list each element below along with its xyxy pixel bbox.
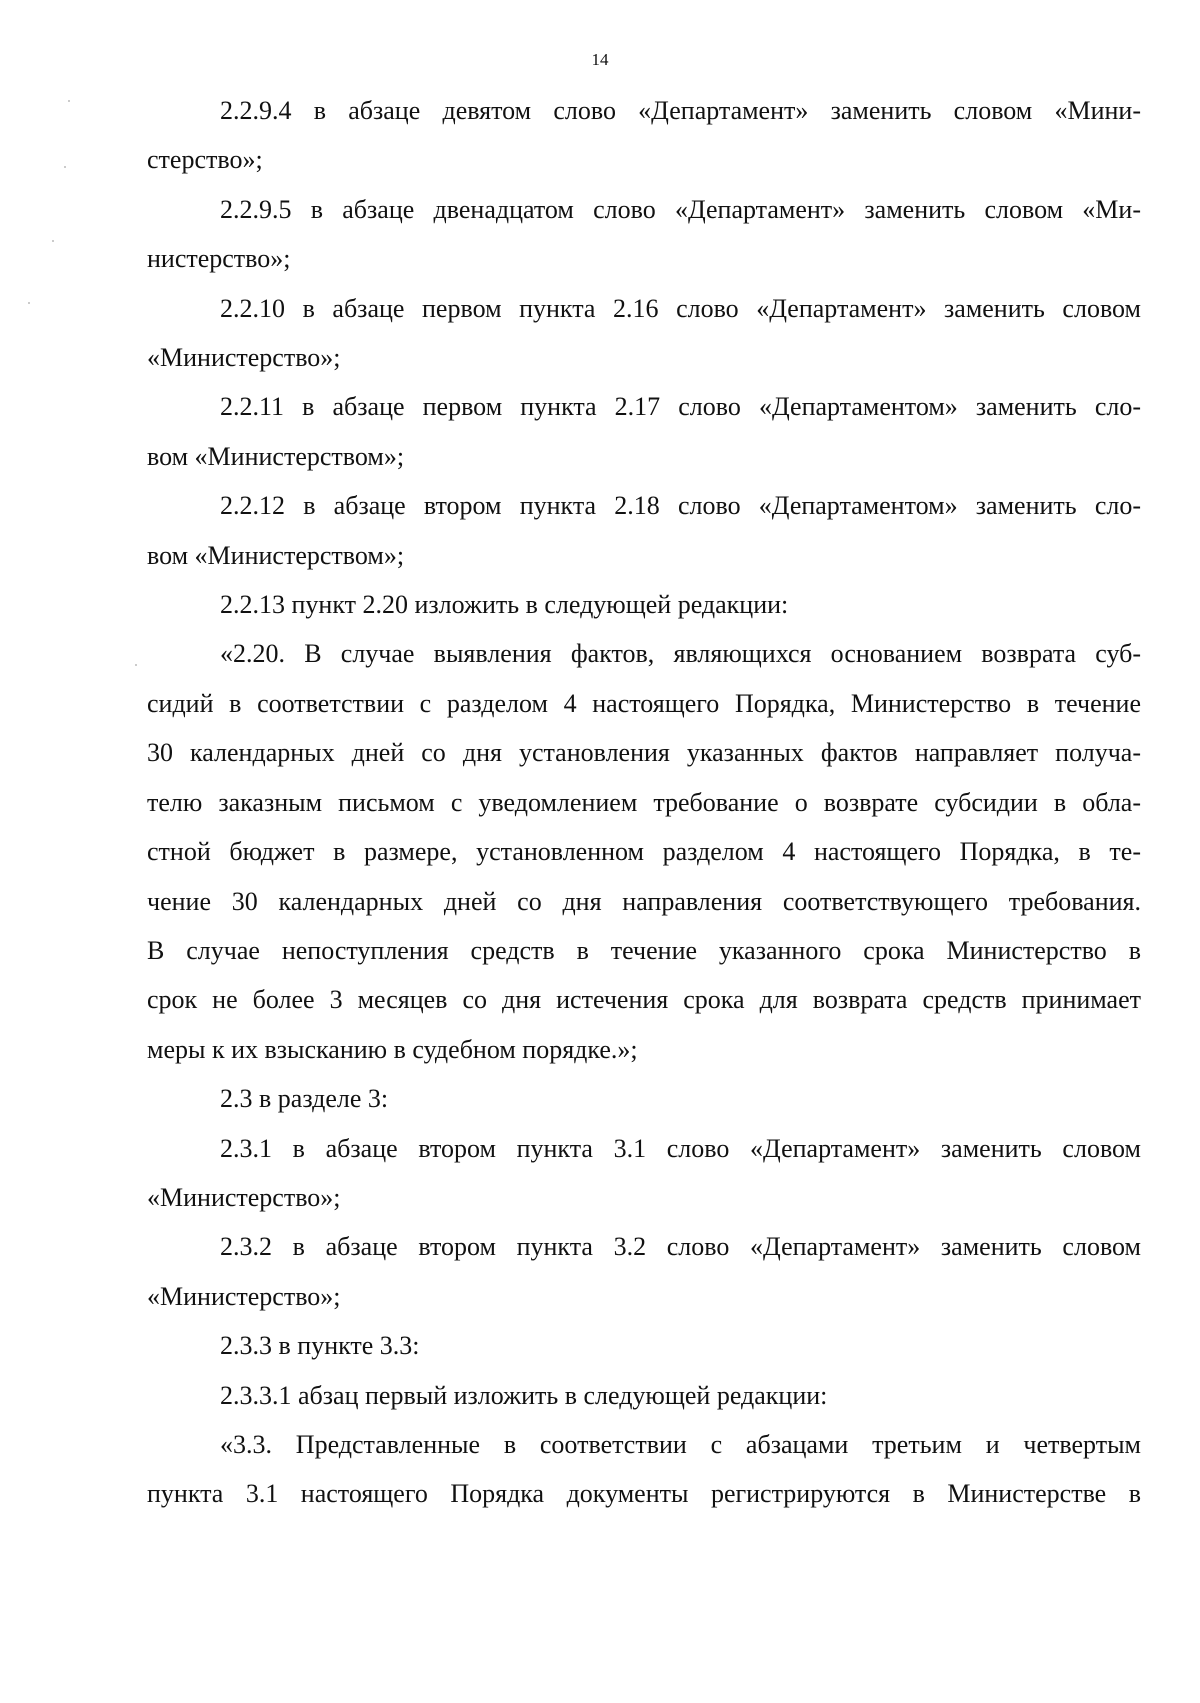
text-line: стерство»; [147, 145, 263, 175]
text-line: меры к их взысканию в судебном порядке.»; [147, 1034, 638, 1064]
paragraph-2-2-11 [147, 382, 1141, 481]
paragraph-2-2-13 [147, 580, 1141, 629]
text-line: 2.3.2 в абзаце втором пункта 3.2 слово «Департамент» заменить словом [220, 1232, 1141, 1262]
paragraph-2-3-3 [147, 1321, 1141, 1370]
text-line: 2.2.9.5 в абзаце двенадцатом слово «Департамент» заменить словом «Ми- [220, 194, 1141, 224]
scan-speck [64, 166, 66, 168]
text-line: 2.3.3 в пункте 3.3: [220, 1331, 420, 1361]
text-line: 2.2.13 пункт 2.20 изложить в следующей редакции: [220, 590, 789, 620]
text-line: В случае непоступления средств в течение указанного срока Министерство в [147, 935, 1141, 965]
paragraph-2-3-3-1 [147, 1371, 1141, 1420]
page-number: 14 [591, 50, 609, 69]
text-line: «2.20. В случае выявления фактов, являющихся основанием возврата суб- [220, 639, 1141, 669]
text-line: 2.2.12 в абзаце втором пункта 2.18 слово «Департаментом» заменить сло- [220, 491, 1141, 521]
paragraph-2-20-quote [147, 629, 1141, 1074]
text-line: «Министерство»; [147, 343, 341, 373]
scan-speck [28, 302, 30, 304]
text-line: «3.3. Представленные в соответствии с абзацами третьим и четвертым [220, 1429, 1141, 1459]
paragraph-2-3 [147, 1074, 1141, 1123]
document-body [147, 86, 1141, 1519]
text-line: «Министерство»; [147, 1182, 341, 1212]
scan-speck [52, 240, 54, 242]
text-line: вом «Министерством»; [147, 540, 405, 570]
paragraph-2-2-9-4 [147, 86, 1141, 185]
text-line: 30 календарных дней со дня установления указанных фактов направляет получа- [147, 738, 1141, 768]
paragraph-3-3-quote [147, 1420, 1141, 1519]
text-line: 2.2.9.4 в абзаце девятом слово «Департамент» заменить словом «Мини- [220, 96, 1141, 125]
text-line: нистерство»; [147, 244, 291, 274]
text-line: чение 30 календарных дней со дня направления соответствующего требования. [147, 886, 1141, 916]
paragraph-2-2-9-5 [147, 185, 1141, 284]
text-line: пункта 3.1 настоящего Порядка документы регистрируются в Министерстве в [147, 1479, 1141, 1509]
text-line: телю заказным письмом с уведомлением требование о возврате субсидии в обла- [147, 787, 1141, 817]
paragraph-2-3-2 [147, 1222, 1141, 1321]
text-line: 2.2.11 в абзаце первом пункта 2.17 слово «Департаментом» заменить сло- [220, 392, 1141, 422]
text-line: вом «Министерством»; [147, 441, 405, 471]
text-line: 2.3.1 в абзаце втором пункта 3.1 слово «Департамент» заменить словом [220, 1133, 1141, 1163]
text-line: «Министерство»; [147, 1281, 341, 1311]
paragraph-2-3-1 [147, 1124, 1141, 1223]
text-line: сидий в соответствии с разделом 4 настоящего Порядка, Министерство в течение [147, 688, 1141, 718]
scan-speck [135, 664, 137, 666]
text-line: 2.3.3.1 абзац первый изложить в следующей редакции: [220, 1380, 828, 1410]
paragraph-2-2-12 [147, 481, 1141, 580]
text-line: 2.3 в разделе 3: [220, 1084, 389, 1114]
scan-speck [68, 100, 70, 102]
text-line: 2.2.10 в абзаце первом пункта 2.16 слово «Департамент» заменить словом [220, 293, 1141, 323]
text-line: срок не более 3 месяцев со дня истечения срока для возврата средств принимает [147, 985, 1141, 1015]
paragraph-2-2-10 [147, 284, 1141, 383]
text-line: стной бюджет в размере, установленном разделом 4 настоящего Порядка, в те- [147, 837, 1141, 867]
